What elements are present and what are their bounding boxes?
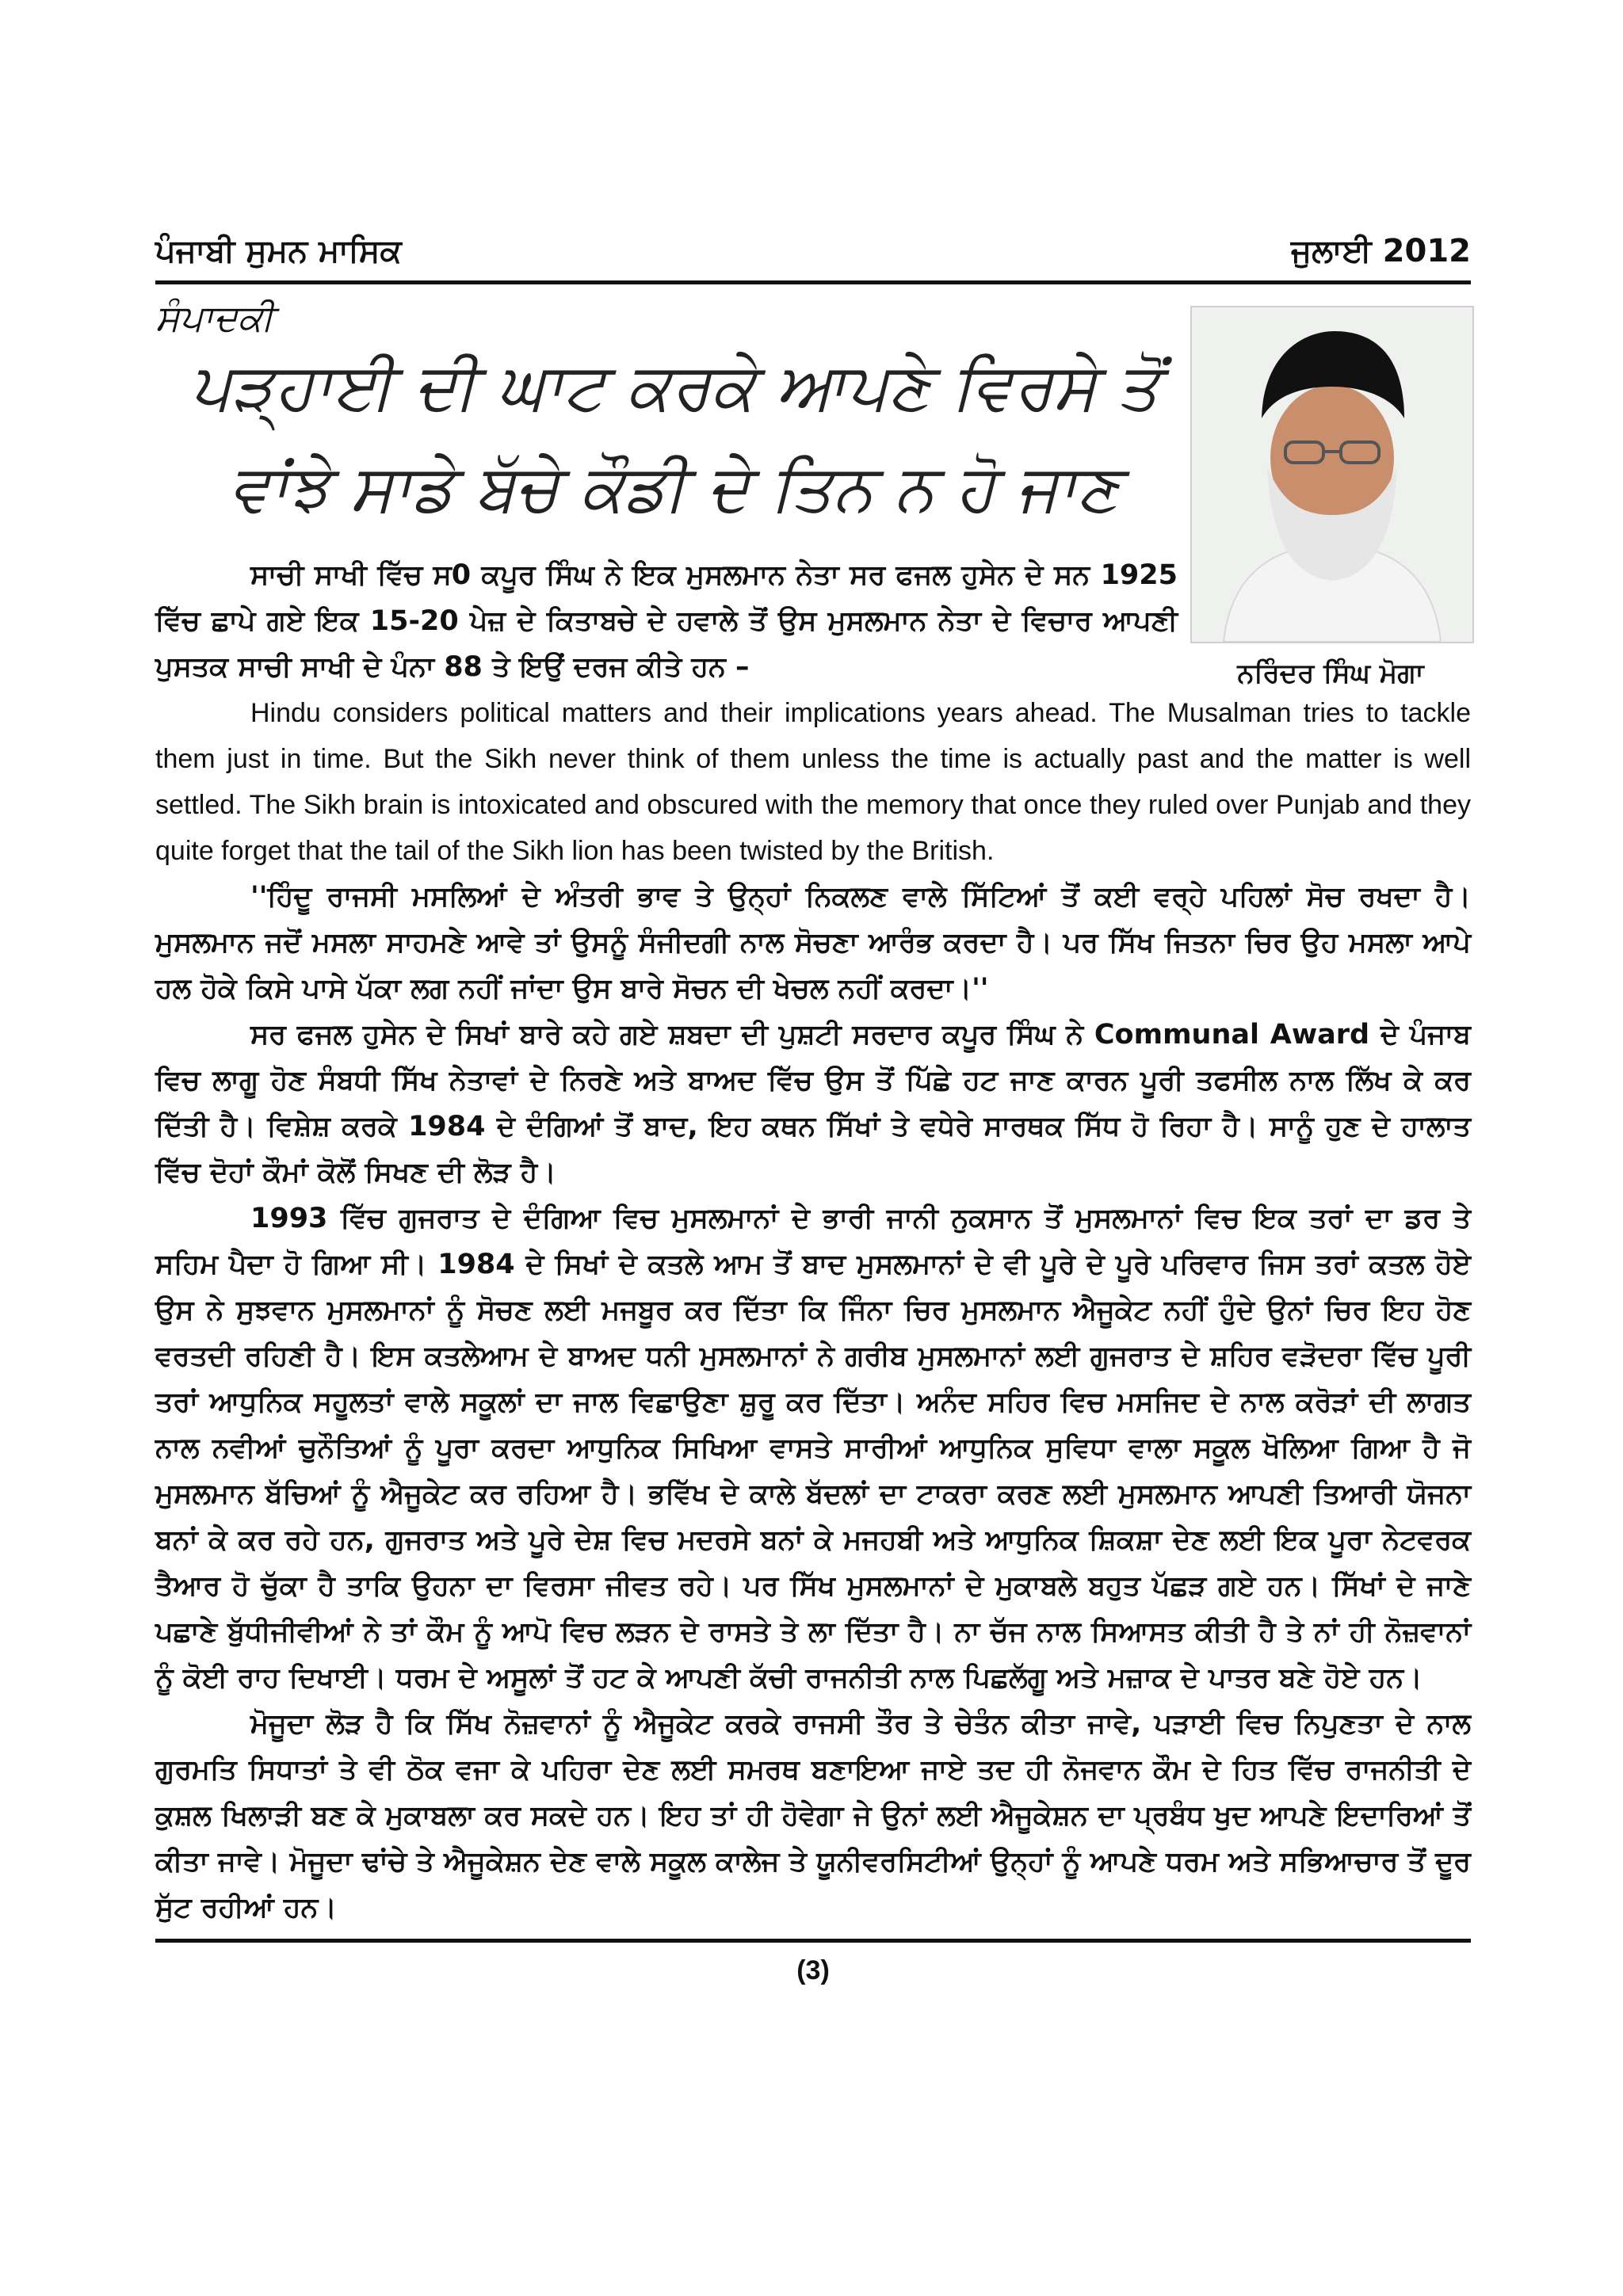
intro-paragraph	[155, 552, 1178, 690]
article-body	[155, 874, 1471, 1931]
paragraph-2: ਸਰ ਫਜਲ ਹੁਸੇਨ ਦੇ ਸਿਖਾਂ ਬਾਰੇ ਕਹੇ ਗਏ ਸ਼ਬਦਾ ਦੀ ਪੁਸ਼ਟੀ ਸਰਦਾਰ ਕਪੂਰ ਸਿੰਘ ਨੇ Communal Award ਦੇ ਪੰਜਾਬ ਵਿਚ ਲਾਗੂ ਹੋਣ ਸੰਬਧੀ ਸਿੱਖ ਨੇਤਾਵਾਂ ਦੇ ਨਿਰਣੇ ਅਤੇ ਬਾਅਦ ਵਿੱਚ ਉਸ ਤੋਂ ਪਿੱਛੇ ਹਟ ਜਾਣ ਕਾਰਨ ਪੂਰੀ ਤਫਸੀਲ ਨਾਲ ਲਿੱਖ ਕੇ ਕਰ ਦਿੱਤੀ ਹੈ। ਵਿਸ਼ੇਸ਼ ਕਰਕੇ 1984 ਦੇ ਦੰਗਿਆਂ ਤੋਂ ਬਾਦ, ਇਹ ਕਥਨ ਸਿੱਖਾਂ ਤੇ ਵਧੇਰੇ ਸਾਰਥਕ ਸਿੱਧ ਹੋ ਰਿਹਾ ਹੈ। ਸਾਨੂੰ ਹੁਣ ਦੇ ਹਾਲਾਤ ਵਿੱਚ ਦੋਹਾਂ ਕੌਮਾਂ ਕੋਲੋਂ ਸਿਖਣ ਦੀ ਲੋੜ ਹੈ।	[155, 1019, 1471, 1188]
magazine-page	[155, 230, 1471, 1990]
page-number: (3)	[796, 1955, 830, 1985]
english-quote-text: Hindu considers political matters and their implications years ahead. The Musalman tries to tackle them just in time. But the Sikh never think of them unless the time is actually past and the matter is well settled. The Sikh brain is intoxicated and obscured with the memory that once they ruled over Punjab and they quite forget that the tail of the Sikh lion has been twisted by the British.	[155, 698, 1471, 866]
header-rule	[155, 280, 1471, 284]
paragraph-3: 1993 ਵਿੱਚ ਗੁਜਰਾਤ ਦੇ ਦੰਗਿਆ ਵਿਚ ਮੁਸਲਮਾਨਾਂ ਦੇ ਭਾਰੀ ਜਾਨੀ ਨੁਕਸਾਨ ਤੋਂ ਮੁਸਲਮਾਨਾਂ ਵਿਚ ਇਕ ਤਰਾਂ ਦਾ ਡਰ ਤੇ ਸਹਿਮ ਪੈਦਾ ਹੋ ਗਿਆ ਸੀ। 1984 ਦੇ ਸਿਖਾਂ ਦੇ ਕਤਲੇ ਆਮ ਤੋਂ ਬਾਦ ਮੁਸਲਮਾਨਾਂ ਦੇ ਵੀ ਪੂਰੇ ਦੇ ਪੂਰੇ ਪਰਿਵਾਰ ਜਿਸ ਤਰਾਂ ਕਤਲ ਹੋਏ ਉਸ ਨੇ ਸੁਝਵਾਨ ਮੁਸਲਮਾਨਾਂ ਨੂੰ ਸੋਚਣ ਲਈ ਮਜਬੂਰ ਕਰ ਦਿੱਤਾ ਕਿ ਜਿੰਨਾ ਚਿਰ ਮੁਸਲਮਾਨ ਐਜੂਕੇਟ ਨਹੀਂ ਹੁੰਦੇ ਉਨਾਂ ਚਿਰ ਇਹ ਹੋਣ ਵਰਤਦੀ ਰਹਿਣੀ ਹੈ। ਇਸ ਕਤਲੇਆਮ ਦੇ ਬਾਅਦ ਧਨੀ ਮੁਸਲਮਾਨਾਂ ਨੇ ਗਰੀਬ ਮੁਸਲਮਾਨਾਂ ਲਈ ਗੁਜਰਾਤ ਦੇ ਸ਼ਹਿਰ ਵੜੋਦਰਾ ਵਿੱਚ ਪੂਰੀ ਤਰਾਂ ਆਧੁਨਿਕ ਸਹੂਲਤਾਂ ਵਾਲੇ ਸਕੂਲਾਂ ਦਾ ਜਾਲ ਵਿਛਾਉਣਾ ਸ਼ੁਰੂ ਕਰ ਦਿੱਤਾ। ਅਨੰਦ ਸਹਿਰ ਵਿਚ ਮਸਜਿਦ ਦੇ ਨਾਲ ਕਰੋੜਾਂ ਦੀ ਲਾਗਤ ਨਾਲ ਨਵੀਆਂ ਚੁਨੌਤਿਆਂ ਨੂੰ ਪੂਰਾ ਕਰਦਾ ਆਧੁਨਿਕ ਸਿਖਿਆ ਵਾਸਤੇ ਸਾਰੀਆਂ ਆਧੁਨਿਕ ਸੁਵਿਧਾ ਵਾਲਾ ਸਕੂਲ ਖੋਲਿਆ ਗਿਆ ਹੈ ਜੋ ਮੁਸਲਮਾਨ ਬੱਚਿਆਂ ਨੂੰ ਐਜੂਕੇਟ ਕਰ ਰਹਿਆ ਹੈ। ਭਵਿੱਖ ਦੇ ਕਾਲੇ ਬੱਦਲਾਂ ਦਾ ਟਾਕਰਾ ਕਰਣ ਲਈ ਮੁਸਲਮਾਨ ਆਪਣੀ ਤਿਆਰੀ ਯੋਜਨਾ ਬਨਾਂ ਕੇ ਕਰ ਰਹੇ ਹਨ, ਗੁਜਰਾਤ ਅਤੇ ਪੂਰੇ ਦੇਸ਼ ਵਿਚ ਮਦਰਸੇ ਬਨਾਂ ਕੇ ਮਜਹਬੀ ਅਤੇ ਆਧੁਨਿਕ ਸ਼ਿਕਸ਼ਾ ਦੇਣ ਲਈ ਇਕ ਪੂਰਾ ਨੇਟਵਰਕ ਤੈਆਰ ਹੋ ਚੁੱਕਾ ਹੈ ਤਾਕਿ ਉਹਨਾ ਦਾ ਵਿਰਸਾ ਜੀਵਤ ਰਹੇ। ਪਰ ਸਿੱਖ ਮੁਸਲਮਾਨਾਂ ਦੇ ਮੁਕਾਬਲੇ ਬਹੁਤ ਪੱਛੜ ਗਏ ਹਨ। ਸਿੱਖਾਂ ਦੇ ਜਾਣੇ ਪਛਾਣੇ ਬੁੱਧੀਜੀਵੀਆਂ ਨੇ ਤਾਂ ਕੌਮ ਨੂੰ ਆਪੋ ਵਿਚ ਲੜਨ ਦੇ ਰਾਸਤੇ ਤੇ ਲਾ ਦਿੱਤਾ ਹੈ। ਨਾ ਚੱਜ ਨਾਲ ਸਿਆਸਤ ਕੀਤੀ ਹੈ ਤੇ ਨਾਂ ਹੀ ਨੋਜ਼ਵਾਨਾਂ ਨੂੰ ਕੋਈ ਰਾਹ ਦਿਖਾਈ। ਧਰਮ ਦੇ ਅਸੂਲਾਂ ਤੋਂ ਹਟ ਕੇ ਆਪਣੀ ਕੱਚੀ ਰਾਜਨੀਤੀ ਨਾਲ ਪਿਛਲੱਗੂ ਅਤੇ ਮਜ਼ਾਕ ਦੇ ਪਾਤਰ ਬਣੇ ਹੋਏ ਹਨ।	[155, 1203, 1471, 1694]
paragraph-1: ''ਹਿੰਦੂ ਰਾਜਸੀ ਮਸਲਿਆਂ ਦੇ ਅੰਤਰੀ ਭਾਵ ਤੇ ਉਨ੍ਹਾਂ ਨਿਕਲਣ ਵਾਲੇ ਸਿੱਟਿਆਂ ਤੋਂ ਕਈ ਵਰ੍ਹੇ ਪਹਿਲਾਂ ਸੋਚ ਰਖਦਾ ਹੈ। ਮੁਸਲਮਾਨ ਜਦੋਂ ਮਸਲਾ ਸਾਹਮਣੇ ਆਵੇ ਤਾਂ ਉਸਨੂੰ ਸੰਜੀਦਗੀ ਨਾਲ ਸੋਚਣਾ ਆਰੰਭ ਕਰਦਾ ਹੈ। ਪਰ ਸਿੱਖ ਜਿਤਨਾ ਚਿਰ ਉਹ ਮਸਲਾ ਆਪੇ ਹਲ ਹੋਕੇ ਕਿਸੇ ਪਾਸੇ ਪੱਕਾ ਲਗ ਨਹੀਂ ਜਾਂਦਾ ਉਸ ਬਾਰੇ ਸੋਚਨ ਦੀ ਖੇਚਲ ਨਹੀਂ ਕਰਦਾ।''	[155, 881, 1471, 1005]
author-portrait-icon	[1192, 307, 1472, 642]
english-quote	[155, 690, 1471, 874]
headline-line-2: ਵਾਂਝੇ ਸਾਡੇ ਬੱਚੇ ਕੌਡੀ ਦੇ ਤਿਨ ਨ ਹੋ ਜਾਣ	[229, 451, 1120, 526]
section-label: ਸੰਪਾਦਕੀ	[155, 296, 274, 339]
author-photo	[1190, 306, 1474, 643]
paragraph-4: ਮੋਜੂਦਾ ਲੋੜ ਹੈ ਕਿ ਸਿੱਖ ਨੋਜ਼ਵਾਨਾਂ ਨੂੰ ਐਜੂਕੇਟ ਕਰਕੇ ਰਾਜਸੀ ਤੌਰ ਤੇ ਚੇਤੰਨ ਕੀਤਾ ਜਾਵੇ, ਪੜਾਈ ਵਿਚ ਨਿਪੁਣਤਾ ਦੇ ਨਾਲ ਗੁਰਮਤਿ ਸਿਧਾਤਾਂ ਤੇ ਵੀ ਠੋਕ ਵਜਾ ਕੇ ਪਹਿਰਾ ਦੇਣ ਲਈ ਸਮਰਥ ਬਣਾਇਆ ਜਾਏ ਤਦ ਹੀ ਨੋਜਵਾਨ ਕੌਮ ਦੇ ਹਿਤ ਵਿੱਚ ਰਾਜਨੀਤੀ ਦੇ ਕੁਸ਼ਲ ਖਿਲਾੜੀ ਬਣ ਕੇ ਮੁਕਾਬਲਾ ਕਰ ਸਕਦੇ ਹਨ। ਇਹ ਤਾਂ ਹੀ ਹੋਵੇਗਾ ਜੇ ਉਨਾਂ ਲਈ ਐਜੂਕੇਸ਼ਨ ਦਾ ਪ੍ਰਬੰਧ ਖੁਦ ਆਪਣੇ ਇਦਾਰਿਆਂ ਤੋਂ ਕੀਤਾ ਜਾਵੇ। ਮੋਜੂਦਾ ਢਾਂਚੇ ਤੇ ਐਜੂਕੇਸ਼ਨ ਦੇਣ ਵਾਲੇ ਸਕੂਲ ਕਾਲੇਜ ਤੇ ਯੂਨੀਵਰਸਿਟੀਆਂ ਉਨ੍ਹਾਂ ਨੂੰ ਆਪਣੇ ਧਰਮ ਅਤੇ ਸਭਿਆਚਾਰ ਤੋਂ ਦੂਰ ਸੁੱਟ ਰਹੀਆਂ ਹਨ।	[155, 1708, 1471, 1924]
issue-date: ਜੁਲਾਈ 2012	[1291, 233, 1471, 269]
footer-rule	[155, 1939, 1471, 1943]
magazine-name: ਪੰਜਾਬੀ ਸੁਮਨ ਮਾਸਿਕ	[155, 233, 402, 269]
headline-line-1: ਪੜ੍ਹਾਈ ਦੀ ਘਾਟ ਕਰਕੇ ਆਪਣੇ ਵਿਰਸੇ ਤੋਂ	[189, 349, 1159, 425]
intro-text: ਸਾਚੀ ਸਾਖੀ ਵਿੱਚ ਸ0 ਕਪੂਰ ਸਿੰਘ ਨੇ ਇਕ ਮੁਸਲਮਾਨ ਨੇਤਾ ਸਰ ਫਜਲ ਹੁਸੇਨ ਦੇ ਸਨ 1925 ਵਿੱਚ ਛਾਪੇ ਗਏ ਇਕ 15-20 ਪੇਜ਼ ਦੇ ਕਿਤਾਬਚੇ ਦੇ ਹਵਾਲੇ ਤੋਂ ਉਸ ਮੁਸਲਮਾਨ ਨੇਤਾ ਦੇ ਵਿਚਾਰ ਆਪਣੀ ਪੁਸਤਕ ਸਾਚੀ ਸਾਖੀ ਦੇ ਪੰਨਾ 88 ਤੇ ਇਉਂ ਦਰਜ ਕੀਤੇ ਹਨ –	[155, 559, 1178, 683]
running-header	[155, 230, 1471, 273]
author-name: ਨਰਿੰਦਰ ਸਿੰਘ ਮੋਗਾ	[1237, 658, 1424, 689]
